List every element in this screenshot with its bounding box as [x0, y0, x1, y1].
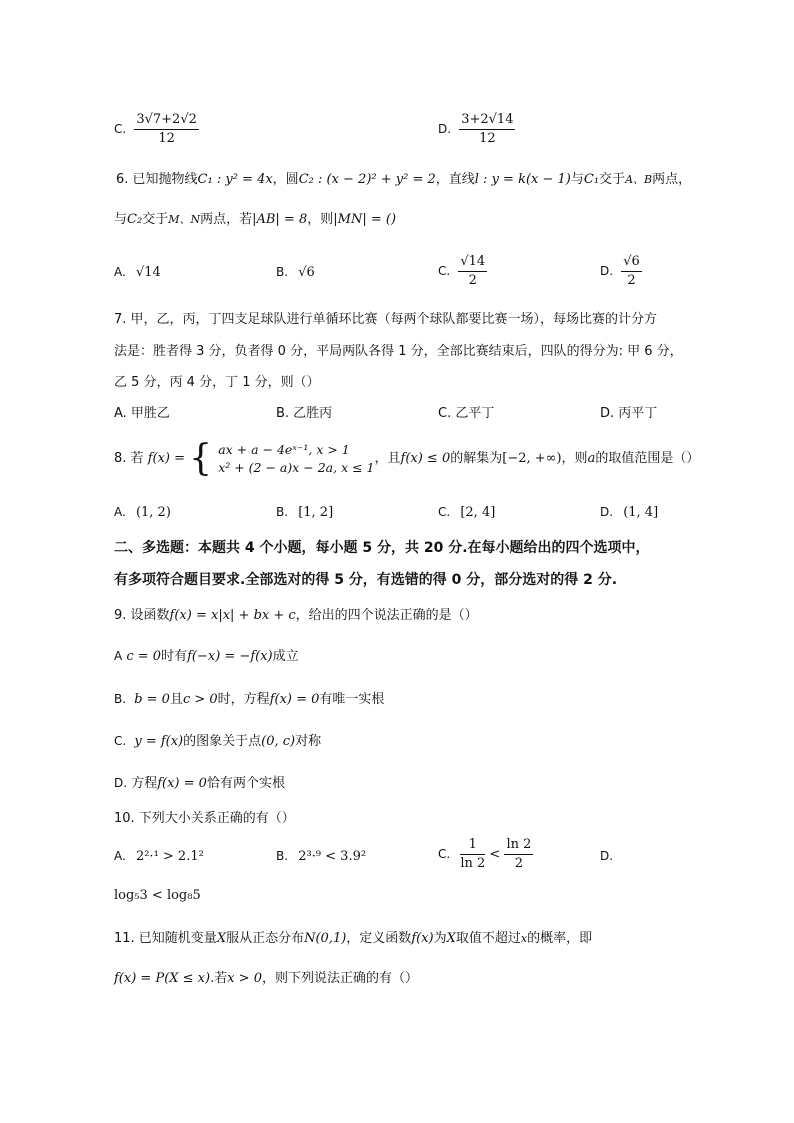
q11-var-x: X	[216, 931, 227, 946]
q9-option-b	[114, 689, 384, 710]
q11-definition: f(x) = P(X ≤ x)	[114, 971, 211, 986]
q6-option-c-numerator: √14	[458, 254, 487, 272]
q8-case-1: ax + a − 4eˣ⁻¹, x > 1	[218, 441, 350, 457]
q6-c1: C₁	[583, 172, 600, 187]
q11-distribution: N(0,1)	[304, 931, 347, 946]
q5-option-c-denominator: 12	[158, 131, 175, 146]
q10-option-c-fraction-2	[504, 837, 533, 872]
q10-option-c-label: C.	[438, 847, 451, 861]
q6-text: 与	[570, 172, 584, 187]
q10-option-a-value: 2²·¹ > 2.1²	[135, 849, 204, 864]
q6-line-eq: l : y = k(x − 1)	[474, 172, 571, 187]
q6-option-c-label: C.	[438, 264, 451, 278]
q6-option-d-numerator: √6	[621, 254, 642, 272]
q8-condition: f(x) ≤ 0	[400, 451, 451, 466]
q7-option-b: B. 乙胜丙	[276, 406, 333, 421]
q8-brace: {	[189, 437, 213, 479]
q9-option-c-text: 的图象关于点	[183, 734, 262, 749]
q5-option-d-denominator: 12	[479, 131, 496, 146]
q5-option-d-label: D.	[438, 122, 452, 136]
q8-option-c	[438, 502, 495, 523]
q11-text: 服从正态分布	[226, 931, 305, 946]
q9-option-a-label: A	[114, 649, 123, 663]
q6-option-b	[276, 262, 315, 283]
q6-text: 与	[114, 212, 128, 227]
q11-text: 的概率，即	[527, 931, 593, 946]
q8-text: 的解集为	[450, 451, 503, 466]
q11-text: 11. 已知随机变量	[114, 931, 217, 946]
q11-line-2	[114, 969, 418, 989]
q7-line-1: 7. 甲，乙，丙，丁四支足球队进行单循环比赛（每两个球队都要比赛一场），每场比赛的计分方	[114, 312, 658, 327]
q11-fx: f(x)	[411, 931, 434, 946]
q10-option-a-label: A.	[114, 849, 126, 863]
q10-option-c	[438, 837, 533, 872]
q6-points-ab: A、B	[625, 173, 653, 186]
q11-text: ，定义函数	[346, 931, 412, 946]
q8-option-c-label: C.	[438, 505, 451, 519]
q6-option-a-value: √14	[135, 265, 161, 280]
q10-option-d	[600, 846, 613, 867]
q5-option-c-fraction	[134, 112, 199, 147]
q11-line-1	[114, 929, 592, 949]
q10-stem: 10. 下列大小关系正确的有（）	[114, 811, 295, 826]
q6-option-c	[438, 254, 487, 289]
q9-option-a-math: c = 0	[126, 649, 162, 664]
q9-option-c	[114, 731, 321, 752]
q8-option-b-label: B.	[276, 505, 289, 519]
q8-text: ，则	[561, 451, 588, 466]
q5-option-c-numerator: 3√7+2√2	[134, 112, 199, 130]
q9-option-b-label: B.	[114, 692, 127, 706]
q10-option-c-denominator-1: ln 2	[460, 856, 486, 871]
q6-text: ，圆	[272, 172, 299, 187]
q8-option-c-value: [2, 4]	[460, 505, 496, 520]
q6-text: 交于	[142, 212, 169, 227]
q9-option-d-text: 恰有两个实根	[206, 776, 285, 791]
q5-option-c-label: C.	[114, 122, 127, 136]
q8-text: ，且	[374, 451, 401, 466]
q7-line-2: 法是：胜者得 3 分，负者得 0 分，平局两队各得 1 分，全部比赛结束后，四队的得分为: 甲 6 分，	[114, 344, 683, 359]
q9-text: ，给出的四个说法正确的是（）	[295, 608, 478, 623]
q9-option-b-math: b = 0	[134, 692, 170, 707]
section-2-heading-line-2: 有多项符合题目要求.全部选对的得 5 分，有选错的得 0 分，部分选对的得 2 分.	[114, 572, 618, 588]
q11-var-x-2: X	[446, 931, 456, 946]
q11-x: x	[520, 932, 528, 945]
q8-text: 的取值范围是（）	[595, 451, 700, 466]
q6-text: 交于	[599, 172, 626, 187]
q8-option-a-label: A.	[114, 505, 126, 519]
q7-option-a: A. 甲胜乙	[114, 406, 170, 421]
q9-option-a-math: f(−x) = −f(x)	[187, 649, 273, 664]
q6-option-d-label: D.	[600, 264, 614, 278]
q10-option-d-value: log₅3 < log₈5	[114, 888, 201, 903]
q8-line	[114, 438, 699, 480]
q11-text: 为	[433, 931, 447, 946]
q6-text: 6. 已知抛物线	[116, 172, 198, 187]
q11-text: ，则下列说法正确的有（）	[261, 971, 418, 986]
q6-option-b-label: B.	[276, 265, 289, 279]
q9-option-b-math: f(x) = 0	[269, 692, 320, 707]
q10-option-d-label: D.	[600, 849, 614, 863]
q9-option-b-text: 且	[169, 692, 183, 707]
q8-fx: f(x) =	[147, 451, 185, 466]
q7-option-d: D. 丙平丁	[600, 406, 658, 421]
q9-text: 9. 设函数	[114, 608, 170, 623]
q5-option-d-numerator: 3+2√14	[459, 112, 515, 130]
q6-option-d-denominator: 2	[627, 273, 636, 288]
q8-option-d	[600, 502, 658, 523]
q8-option-d-value: (1, 4]	[623, 505, 659, 520]
q6-option-a-label: A.	[114, 265, 126, 279]
q8-option-b-value: [1, 2]	[298, 505, 334, 520]
q6-line-1	[116, 170, 691, 190]
q5-option-d	[438, 112, 515, 147]
q6-ab-length: |AB| = 8	[252, 212, 308, 227]
q10-option-c-denominator-2: 2	[514, 856, 524, 871]
q6-option-d	[600, 254, 642, 289]
q10-option-b-label: B.	[276, 849, 289, 863]
q5-option-c	[114, 112, 199, 147]
q6-mn-length: |MN| = ()	[333, 212, 397, 227]
q9-stem	[114, 606, 478, 626]
q6-text: 两点，	[652, 172, 692, 187]
q6-option-a	[114, 262, 161, 283]
q10-option-c-less-than: <	[489, 847, 501, 862]
q9-option-a-text: 时有	[161, 649, 188, 664]
q9-function: f(x) = x|x| + bx + c	[169, 608, 296, 623]
q6-option-c-denominator: 2	[468, 273, 477, 288]
q9-option-c-math: y = f(x)	[134, 734, 184, 749]
q7-option-c: C. 乙平丁	[438, 406, 495, 421]
q9-option-d-text: 方程	[131, 776, 158, 791]
q9-option-a-text: 成立	[272, 649, 299, 664]
q5-option-d-fraction	[459, 112, 515, 147]
q10-option-c-numerator-2: ln 2	[504, 837, 533, 855]
q6-points-mn: M、N	[168, 213, 201, 226]
q6-text: ，直线	[435, 172, 475, 187]
q8-option-d-label: D.	[600, 505, 614, 519]
q8-option-a	[114, 502, 171, 523]
q11-condition: x > 0	[227, 971, 262, 986]
q9-option-b-text: 时，方程	[217, 692, 270, 707]
q8-option-a-value: (1, 2)	[135, 505, 171, 520]
q9-option-d-label: D.	[114, 776, 128, 790]
q7-line-3: 乙 5 分，丙 4 分，丁 1 分，则（）	[114, 375, 320, 390]
q6-parabola: C₁ : y² = 4x	[197, 172, 273, 187]
q9-option-b-text: 有唯一实根	[319, 692, 385, 707]
q8-text: 8. 若	[114, 451, 144, 466]
q6-c2: C₂	[127, 212, 143, 227]
section-2-heading-line-1: 二、多选题：本题共 4 个小题，每小题 5 分，共 20 分.在每小题给出的四个选项中，	[114, 540, 650, 556]
q10-option-c-fraction-1	[460, 837, 485, 872]
q6-line-2	[114, 210, 396, 230]
q9-option-c-math: (0, c)	[261, 734, 296, 749]
q9-option-d-math: f(x) = 0	[157, 776, 207, 791]
q6-option-b-value: √6	[298, 265, 315, 280]
q6-option-c-fraction	[458, 254, 487, 289]
q9-option-c-label: C.	[114, 734, 127, 748]
q11-text: 取值不超过	[455, 931, 521, 946]
q10-option-a	[114, 846, 204, 867]
q8-case-2: x² + (2 − a)x − 2a, x ≤ 1	[218, 459, 375, 475]
q9-option-b-math: c > 0	[182, 692, 218, 707]
q10-option-c-numerator-1: 1	[460, 837, 485, 855]
q8-solution-set: [−2, +∞)	[502, 451, 562, 466]
q10-option-b	[276, 846, 366, 867]
q8-piecewise	[218, 441, 374, 477]
q10-option-b-value: 2³·⁹ < 3.9²	[298, 849, 367, 864]
q9-option-c-text: 对称	[295, 734, 322, 749]
q6-text: 两点，若	[200, 212, 253, 227]
q8-option-b	[276, 502, 333, 523]
q6-option-d-fraction	[621, 254, 642, 289]
q6-circle: C₂ : (x − 2)² + y² = 2	[298, 172, 436, 187]
q11-text: .若	[210, 971, 228, 986]
q8-a: a	[587, 451, 596, 466]
q9-option-a	[114, 646, 299, 667]
q6-text: ，则	[307, 212, 334, 227]
q9-option-d	[114, 773, 285, 794]
